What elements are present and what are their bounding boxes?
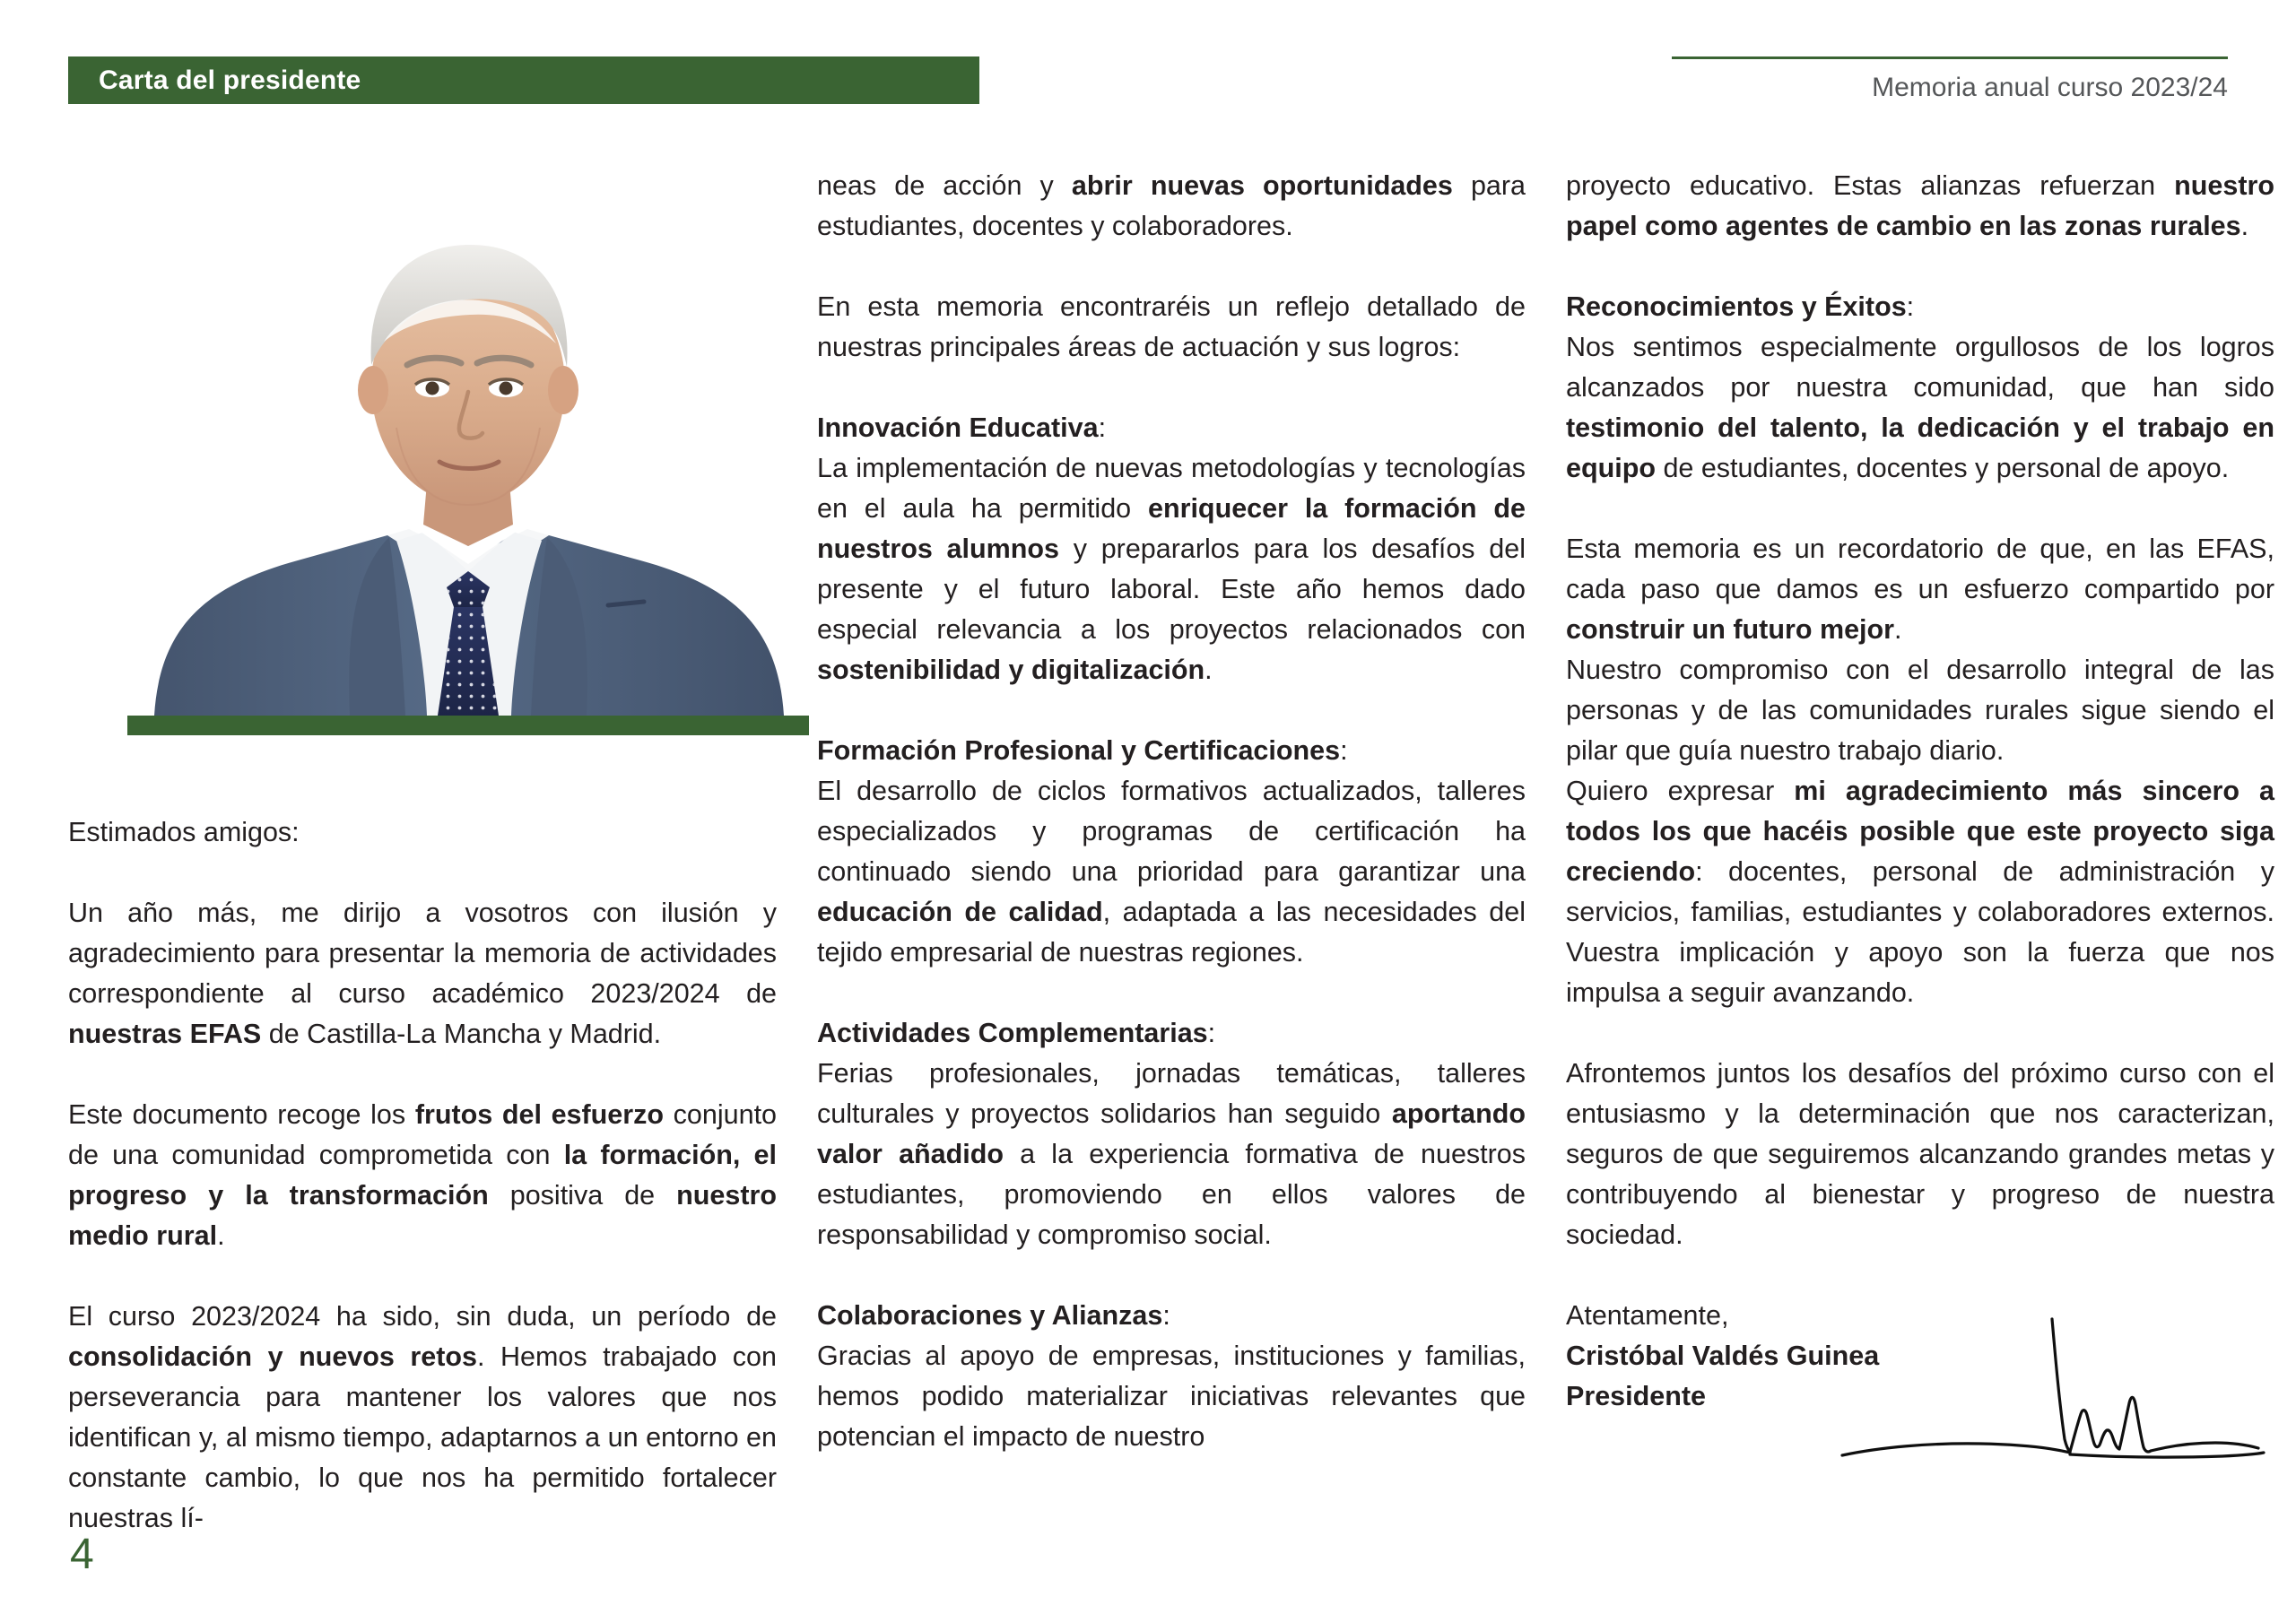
three-column-layout <box>68 166 2274 1533</box>
bold-consolidacion-retos: consolidación y nuevos retos <box>68 1341 477 1372</box>
column-one <box>68 166 778 1533</box>
column-two-text <box>817 166 1526 1457</box>
bold-enriquecer-formacion: enriquecer la formación de nuestros alumnos <box>817 493 1526 564</box>
agradecimiento-paragraph: Quiero expresar mi agradecimiento más sincero a todos los que hacéis posible que este proyecto siga creciendo: docentes, personal de administración y servicios, familias, estudiantes y colaboradores externos. Vuestra implicación y apoyo son la fuerza que nos impulsa a seguir avanzando. <box>1566 776 2274 1008</box>
bold-futuro-mejor: construir un futuro mejor <box>1566 614 1894 645</box>
header-document-title: Memoria anual curso 2023/24 <box>1872 73 2228 102</box>
header-right-group <box>1672 56 2228 101</box>
section-body-actividades: Ferias profesionales, jornadas temáticas, talleres culturales y proyectos solidarios han seguido aportando valor añadido a la experiencia formativa de nuestros estudiantes, promoviendo en ellos valores de responsabilidad y compromiso social. <box>817 1058 1526 1250</box>
bold-frutos-esfuerzo: frutos del esfuerzo <box>414 1099 665 1130</box>
page-header <box>0 0 2296 126</box>
section-title-tab <box>68 56 979 104</box>
section-body-colaboraciones: Gracias al apoyo de empresas, instituciones y familias, hemos podido materializar iniciativas relevantes que potencian el impacto de nuestro <box>817 1341 1526 1452</box>
course-paragraph: El curso 2023/2024 ha sido, sin duda, un período de consolidación y nuevos retos. Hemos trabajado con perseverancia para mantener los valores que nos identifican y, al mismo tiempo, adaptarnos a un entorno en constante cambio, lo que nos ha permitido fortalecer nuestras lí- <box>68 1301 777 1533</box>
column-two <box>817 166 1526 1488</box>
column-three <box>1566 166 2274 1488</box>
section-heading-colaboraciones: Colaboraciones y Alianzas: <box>817 1300 1170 1331</box>
portrait-illustration <box>127 166 809 716</box>
compromiso-paragraph: Nuestro compromiso con el desarrollo integral de las personas y de las comunidades rurales sigue siendo el pilar que guía nuestro trabajo diario. <box>1566 655 2274 766</box>
continuation-paragraph: neas de acción y abrir nuevas oportunidades para estudiantes, docentes y colaboradores. <box>817 170 1526 241</box>
section-body-reconocimientos: Nos sentimos especialmente orgullosos de los logros alcanzados por nuestra comunidad, que han sido testimonio del talento, la dedicación y el trabajo en equipo de estudiantes, docentes y personal de apoyo. <box>1566 332 2274 483</box>
bold-valor-anadido: aportando valor añadido <box>817 1098 1526 1169</box>
bold-sostenibilidad-digitalizacion: sostenibilidad y digitalización <box>817 655 1205 685</box>
bold-testimonio-talento: testimonio del talento, la dedicación y el trabajo en equipo <box>1566 412 2274 483</box>
closing-reflection-block <box>1566 529 2274 1013</box>
section-heading-formacion: Formación Profesional y Certificaciones: <box>817 735 1348 766</box>
alianzas-continuation-paragraph: proyecto educativo. Estas alianzas refuerzan nuestro papel como agentes de cambio en las zonas rurales. <box>1566 170 2274 241</box>
section-colaboraciones-alianzas <box>817 1296 1526 1457</box>
effort-paragraph: Este documento recoge los frutos del esfuerzo conjunto de una comunidad comprometida con la formación, el progreso y la transformación positiva de nuestro medio rural. <box>68 1099 778 1251</box>
greeting-paragraph: Estimados amigos: <box>68 817 300 847</box>
page-number: 4 <box>70 1531 94 1578</box>
signature-block <box>1566 1296 2274 1466</box>
bold-agradecimiento-sincero: mi agradecimiento más sincero a todos los que hacéis posible que este proyecto siga creciendo <box>1566 776 2274 887</box>
section-formacion-profesional <box>817 731 1526 973</box>
bold-agentes-cambio: nuestro papel como agentes de cambio en las zonas rurales <box>1566 170 2274 241</box>
section-body-innovacion: La implementación de nuevas metodologías y tecnologías en el aula ha permitido enriquecer la formación de nuestros alumnos y prepararlos para los desafíos del presente y el futuro laboral. Este año hemos dado especial relevancia a los proyectos relacionados con sostenibilidad y digitalización. <box>817 453 1526 685</box>
bold-nuestras-efas: nuestras EFAS <box>68 1019 262 1049</box>
intro-paragraph: Un año más, me dirijo a vosotros con ilusión y agradecimiento para presentar la memoria de actividades correspondiente al curso académico 2023/2024 de nuestras EFAS de Castilla-La Mancha y Madrid. <box>68 898 777 1049</box>
section-title-label: Carta del presidente <box>99 65 361 95</box>
signature-role: Presidente <box>1566 1381 1706 1411</box>
signature-name: Cristóbal Valdés Guinea <box>1566 1341 1880 1371</box>
section-reconocimientos-exitos <box>1566 287 2274 489</box>
signature-text-lines <box>1566 1296 2274 1417</box>
section-heading-innovacion: Innovación Educativa: <box>817 412 1107 443</box>
bold-medio-rural: nuestro medio rural <box>68 1180 778 1251</box>
section-heading-actividades: Actividades Complementarias: <box>817 1018 1216 1048</box>
bold-nuevas-oportunidades: abrir nuevas oportunidades <box>1071 170 1453 201</box>
section-body-formacion: El desarrollo de ciclos formativos actualizados, talleres especializados y programas de certificación ha continuado siendo una prioridad para garantizar una educación de calidad, adaptada a las necesidades del tejido empresarial de nuestras regiones. <box>817 776 1526 968</box>
signature-closing: Atentamente, <box>1566 1300 1729 1331</box>
column-three-text <box>1566 166 2274 1466</box>
president-portrait-image <box>127 166 809 716</box>
section-actividades-complementarias <box>817 1013 1526 1255</box>
memoria-intro-paragraph: En esta memoria encontraréis un reflejo detallado de nuestras principales áreas de actuación y sus logros: <box>817 291 1526 362</box>
afrontemos-paragraph: Afrontemos juntos los desafíos del próximo curso con el entusiasmo y la determinación que nos caracterizan, seguros de que seguiremos alcanzando grandes metas y contribuyendo al bienestar y progreso de nuestra sociedad. <box>1566 1058 2274 1250</box>
portrait-green-baseline <box>127 716 809 735</box>
bold-educacion-calidad: educación de calidad <box>817 897 1103 927</box>
section-innovacion-educativa <box>817 408 1526 690</box>
memoria-recordatorio-paragraph: Esta memoria es un recordatorio de que, en las EFAS, cada paso que damos es un esfuerzo compartido por construir un futuro mejor. <box>1566 534 2274 645</box>
bold-formacion-progreso: la formación, el progreso y la transformación <box>68 1140 777 1211</box>
section-heading-reconocimientos: Reconocimientos y Éxitos: <box>1566 291 1915 322</box>
president-portrait-block <box>127 166 809 735</box>
column-one-text <box>68 812 777 1539</box>
